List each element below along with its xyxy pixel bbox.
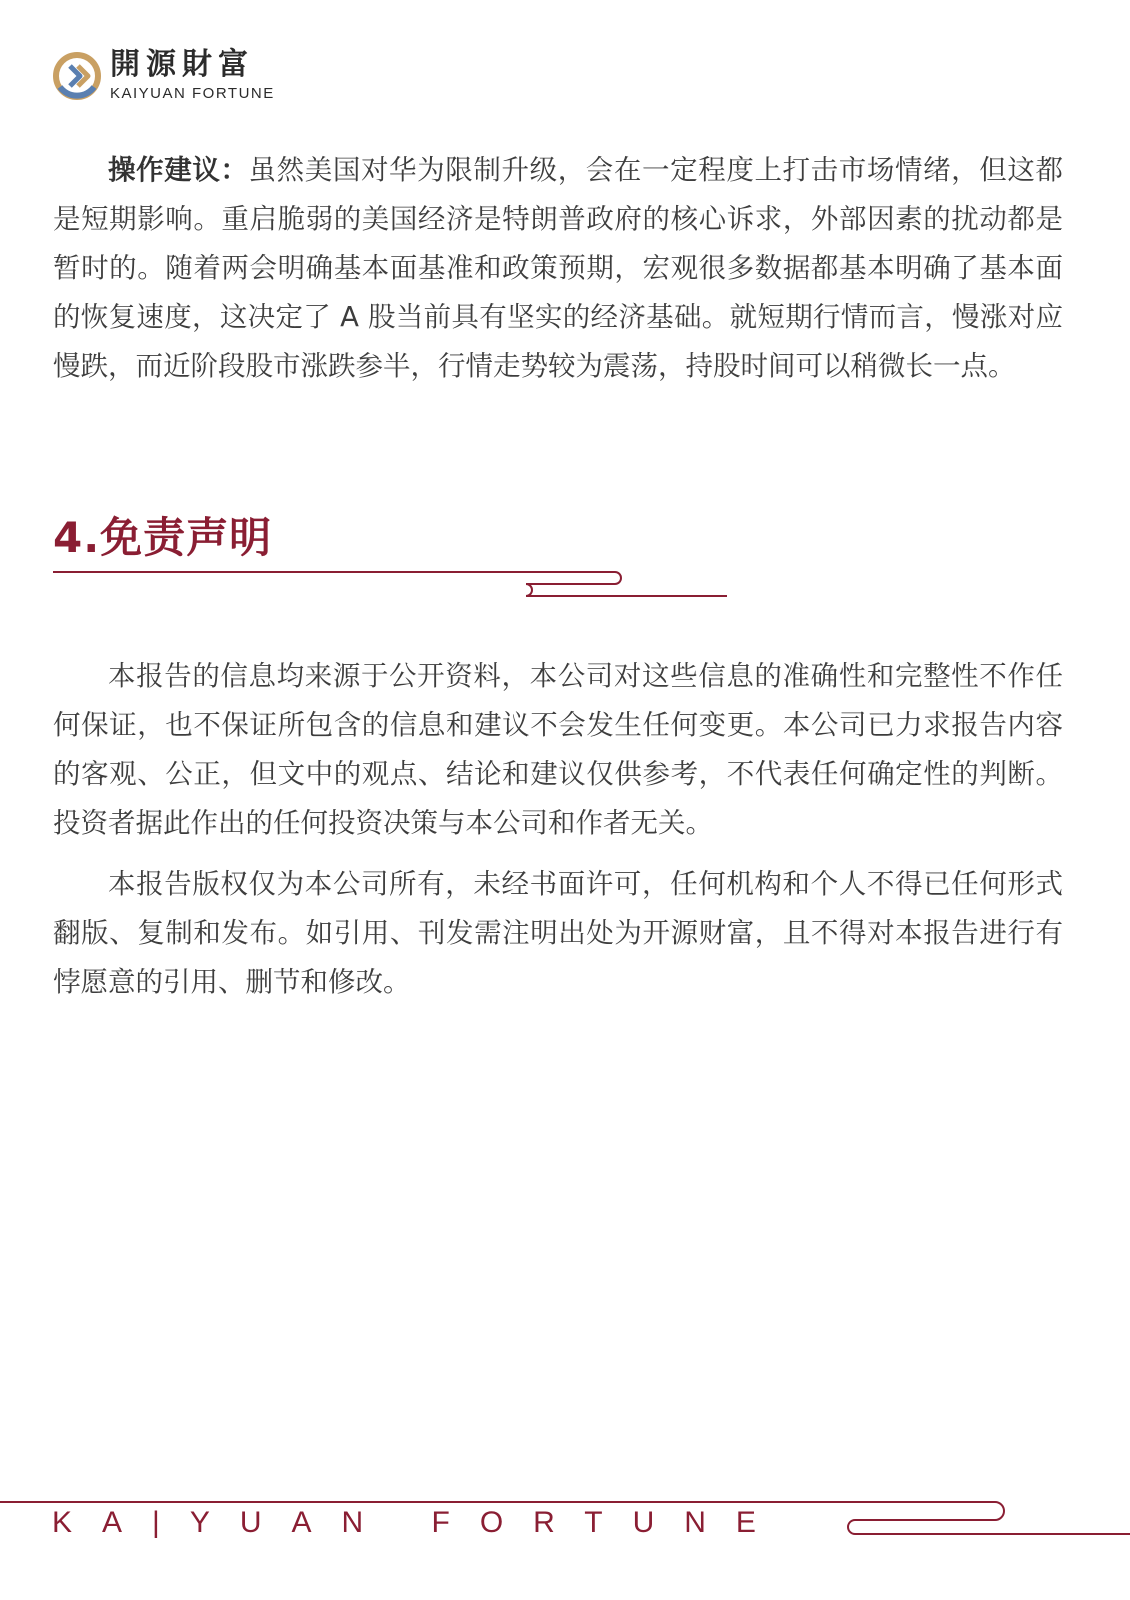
title-underline-decoration bbox=[0, 560, 1130, 610]
operation-advice-paragraph bbox=[53, 146, 1063, 391]
section-title: 4.免责声明 bbox=[53, 513, 273, 562]
kaiyuan-logo-icon bbox=[52, 51, 102, 101]
company-logo bbox=[52, 47, 275, 102]
disclaimer-paragraph-2: 本报告版权仅为本公司所有，未经书面许可，任何机构和个人不得已任何形式翻版、复制和发布。如引用、刊发需注明出处为开源财富，且不得对本报告进行有悖愿意的引用、删节和修改。 bbox=[53, 868, 1063, 998]
logo-english-name: KAIYUAN FORTUNE bbox=[110, 85, 275, 102]
footer-brand-text: KA|YUAN FORTUNE bbox=[52, 1506, 786, 1539]
advice-lead-label: 操作建议： bbox=[108, 154, 249, 186]
disclaimer-paragraph-1: 本报告的信息均来源于公开资料，本公司对这些信息的准确性和完整性不作任何保证，也不保证所包含的信息和建议不会发生任何变更。本公司已力求报告内容的客观、公正，但文中的观点、结论和建议仅供参考，不代表任何确定性的判断。投资者据此作出的任何投资决策与本公司和作者无关。 bbox=[53, 660, 1063, 839]
logo-chinese-name: 開源財富 bbox=[110, 47, 254, 82]
advice-body-text: 虽然美国对华为限制升级，会在一定程度上打击市场情绪，但这都是短期影响。重启脆弱的美国经济是特朗普政府的核心诉求，外部因素的扰动都是暂时的。随着两会明确基本面基准和政策预期，宏观很多数据都基本明确了基本面的恢复速度，这决定了 A 股当前具有坚实的经济基础。就短期行情而言，慢涨对应慢跌，而近阶段股市涨跌参半，行情走势较为震荡，持股时间可以稍微长一点。 bbox=[53, 154, 1063, 382]
